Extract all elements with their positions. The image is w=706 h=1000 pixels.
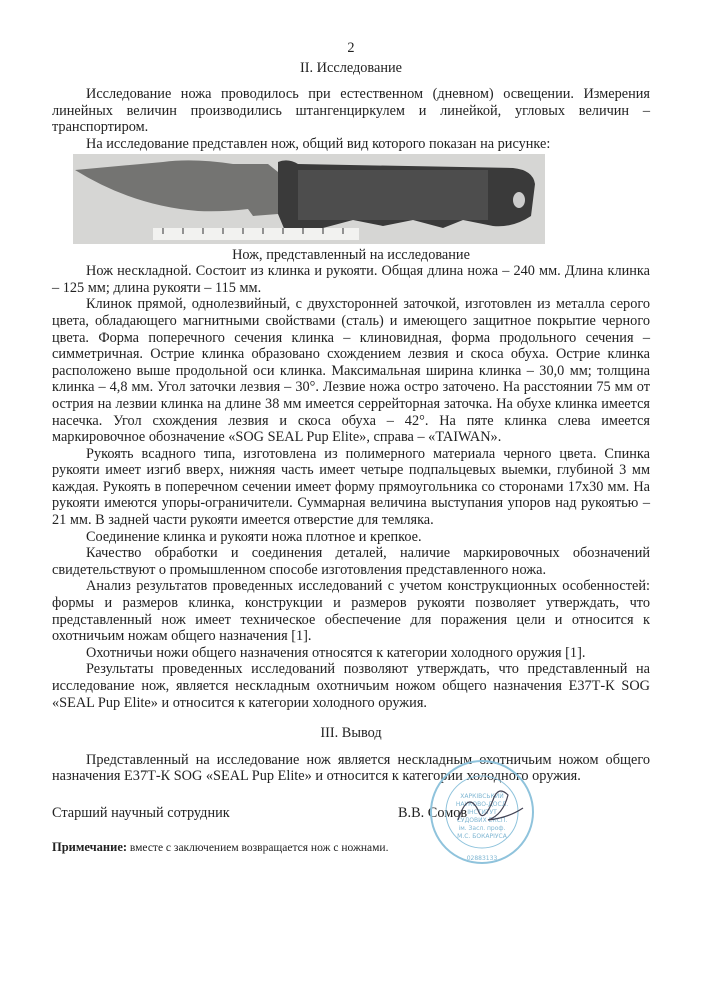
- svg-text:ІНСТИТУТ: ІНСТИТУТ: [467, 809, 497, 816]
- note: [52, 839, 650, 857]
- svg-text:НАУКОВО-ДОСЛ.: НАУКОВО-ДОСЛ.: [455, 801, 509, 808]
- knife-photo: [73, 154, 545, 244]
- paragraph: На исследование представлен нож, общий вид которого показан на рисунке:: [86, 135, 551, 152]
- figure-caption: Нож, представленный на исследование: [232, 246, 470, 263]
- svg-text:СУДОВИХ ЕКСП.: СУДОВИХ ЕКСП.: [456, 817, 508, 824]
- section-2-title: II. Исследование: [300, 59, 402, 76]
- paragraph: Нож нескладной. Состоит из клинка и рукояти. Общая длина ножа – 240 мм. Длина клинка – 125 мм; длина рукояти – 115 мм.: [52, 263, 650, 296]
- paragraph: Анализ результатов проведенных исследований с учетом конструкционных особенностей: формы и размеров клинка, конструкции и размеров рукояти позволяет утверждать, что представленный нож имеет техническое обеспечение для поражения цели и относится к охотничьим ножам общего назначения [1].: [52, 578, 650, 645]
- note-label: Примечание:: [52, 839, 128, 854]
- svg-text:М.С. БОКАРІУСА: М.С. БОКАРІУСА: [457, 833, 507, 840]
- paragraph: Клинок прямой, однолезвийный, с двухсторонней заточкой, изготовлен из металла серого цвета, обладающего магнитными свойствами (сталь) и имеющего защитное покрытие черного цвета. Форма поперечного сечения клинка – клиновидная, форма продольного сечения – симметричная. Острие клинка образовано схождением лезвия и скоса обуха. Острие клинка расположено выше продольной оси клинка. Максимальная ширина клинка – 30,0 мм; толщина клинка – 4,8 мм. Угол заточки лезвия – 30°. Лезвие ножа остро заточено. На расстоянии 75 мм от острия на лезвии клинка на длине 38 мм имеется серрейторная заточка. На обухе клинка имеется насечка. Угол схождения лезвия и скоса обуха – 42°. На пяте клинка слева имеется маркировочное обозначение «SOG SEAL Pup Elite», справа – «TAIWAN».: [52, 296, 650, 446]
- section-3-title: III. Вывод: [320, 725, 382, 742]
- paragraph: Охотничьи ножи общего назначения относятся к категории холодного оружия [1].: [86, 644, 586, 661]
- paragraph: Исследование ножа проводилось при естественном (дневном) освещении. Измерения линейных величин производились штангенциркулем и линейкой, угловых величин – транспортиром.: [52, 86, 650, 136]
- svg-text:02883133: 02883133: [466, 855, 498, 862]
- note-text: вместе с заключением возвращается нож с ножнами.: [127, 841, 389, 854]
- signatory-name: В.В. Сомов: [398, 804, 468, 821]
- signatory-role: Старший научный сотрудник: [52, 804, 230, 821]
- page-number: 2: [347, 40, 355, 56]
- svg-text:ХАРКІВСЬКИЙ: ХАРКІВСЬКИЙ: [460, 793, 504, 800]
- document-page: [52, 40, 650, 857]
- paragraph: Результаты проведенных исследований позволяют утверждать, что представленный на исследование нож, является нескладным охотничьим ножом общего назначения Е37Т-К SOG «SEAL Pup Elite» и относится к категории холодного оружия.: [52, 661, 650, 711]
- handwritten-signature: [448, 780, 528, 830]
- svg-text:ім. Засл. проф.: ім. Засл. проф.: [458, 825, 506, 832]
- paragraph: Соединение клинка и рукояти ножа плотное и крепкое.: [86, 528, 422, 545]
- paragraph: Качество обработки и соединения деталей, наличие маркировочных обозначений свидетельствуют о промышленном способе изготовления представленного ножа.: [52, 545, 650, 578]
- paragraph: Рукоять всадного типа, изготовлена из полимерного материала черного цвета. Спинка рукояти имеет изгиб вверх, нижняя часть имеет четыре подпальцевых выемки, глубиной 3 мм каждая. Рукоять в поперечном сечении имеет форму прямоугольника со сторонами 17х30 мм. На рукояти имеются упоры-ограничители. Суммарная величина выступания упоров над рукоятью – 21 мм. В задней части рукояти имеется отверстие для темляка.: [52, 445, 650, 529]
- conclusion: Представленный на исследование нож является нескладным охотничьим ножом общего назначения Е37Т-К SOG «SEAL Pup Elite» и относится к категории холодного оружия.: [52, 751, 650, 785]
- signature-line: [52, 805, 650, 825]
